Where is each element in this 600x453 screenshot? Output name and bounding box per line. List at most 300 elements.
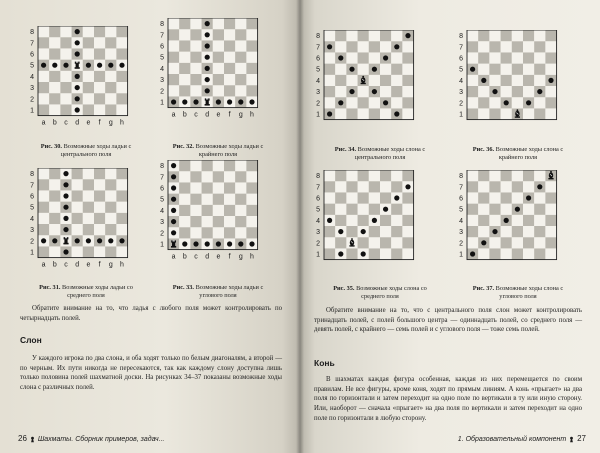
board-square (38, 48, 49, 59)
board-square (534, 97, 545, 108)
board-square (534, 248, 545, 259)
move-dot (383, 55, 388, 60)
move-dot (97, 63, 102, 68)
move-dot (75, 107, 80, 112)
rank-label: 2 (316, 240, 320, 248)
board-square (534, 64, 545, 75)
rank-label: 3 (459, 89, 463, 97)
move-dot (119, 238, 124, 243)
move-dot (327, 111, 332, 116)
board-square (83, 213, 94, 224)
board-square (369, 75, 380, 86)
board-square (489, 215, 500, 226)
figure-36-board (455, 30, 561, 134)
rank-label: 1 (459, 111, 463, 119)
board-square (534, 30, 545, 41)
board-square (545, 52, 556, 63)
move-dot (63, 227, 68, 232)
board-square (369, 237, 380, 248)
board-square (478, 181, 489, 192)
board-square (545, 181, 556, 192)
chessboard-svg (26, 26, 132, 130)
file-label: e (216, 253, 221, 261)
figure-34-number: Рис. 34. (334, 146, 357, 153)
board-square (190, 205, 201, 216)
file-label: e (216, 111, 221, 119)
board-square (179, 85, 190, 96)
board-square (346, 108, 357, 119)
board-square (190, 227, 201, 238)
rank-label: 8 (459, 173, 463, 181)
board-square (545, 41, 556, 52)
board-square (213, 227, 224, 238)
move-dot (41, 238, 46, 243)
board-square (235, 29, 246, 40)
file-label: d (205, 111, 210, 119)
rank-label: 4 (316, 77, 320, 85)
rank-label: 6 (459, 195, 463, 203)
rank-label: 1 (160, 99, 164, 107)
rank-label: 4 (459, 77, 463, 85)
board-square (489, 204, 500, 215)
board-square (235, 227, 246, 238)
rank-label: 5 (316, 66, 320, 74)
figure-32-text: Возможные ходы ладьи с крайнего поля (195, 143, 264, 158)
board-square (224, 171, 235, 182)
board-square (391, 170, 402, 181)
board-square (545, 86, 556, 97)
rank-label: 1 (316, 111, 320, 119)
board-square (94, 93, 105, 104)
board-square (83, 168, 94, 179)
board-square (116, 179, 127, 190)
board-square (346, 52, 357, 63)
move-dot (205, 32, 210, 37)
chessboard-svg (455, 30, 561, 134)
board-square (402, 237, 413, 248)
figure-33-caption (162, 284, 274, 300)
figure-33-number: Рис. 33. (172, 284, 195, 291)
board-square (179, 18, 190, 29)
board-square (545, 108, 556, 119)
board-square (224, 85, 235, 96)
board-square (380, 192, 391, 203)
rank-label: 7 (160, 32, 164, 40)
board-square (391, 75, 402, 86)
board-square (179, 63, 190, 74)
board-square (105, 93, 116, 104)
move-dot (361, 229, 366, 234)
board-square (202, 216, 213, 227)
board-square (402, 192, 413, 203)
board-square (324, 226, 335, 237)
board-square (83, 179, 94, 190)
board-square (512, 248, 523, 259)
board-square (478, 226, 489, 237)
board-square (235, 52, 246, 63)
move-dot (227, 241, 232, 246)
rank-label: 6 (316, 195, 320, 203)
board-square (72, 190, 83, 201)
board-square (190, 18, 201, 29)
board-square (512, 52, 523, 63)
board-square (402, 97, 413, 108)
board-square (501, 41, 512, 52)
board-square (246, 18, 257, 29)
move-dot (75, 51, 80, 56)
move-dot (481, 240, 486, 245)
rank-label: 7 (316, 184, 320, 192)
board-square (179, 171, 190, 182)
board-square (83, 246, 94, 257)
board-square (501, 192, 512, 203)
file-label: d (205, 253, 210, 261)
board-square (467, 226, 478, 237)
board-square (346, 215, 357, 226)
file-label: b (52, 119, 57, 127)
move-dot (63, 182, 68, 187)
board-square (49, 179, 60, 190)
board-square (545, 97, 556, 108)
board-square (346, 30, 357, 41)
board-square (213, 171, 224, 182)
board-square (391, 97, 402, 108)
board-square (358, 192, 369, 203)
board-square (246, 227, 257, 238)
board-square (202, 171, 213, 182)
board-square (38, 213, 49, 224)
board-square (190, 85, 201, 96)
board-square (94, 48, 105, 59)
board-square (545, 64, 556, 75)
board-square (190, 182, 201, 193)
board-square (478, 64, 489, 75)
figure-37-caption (462, 285, 574, 301)
move-dot (171, 230, 176, 235)
move-dot (515, 207, 520, 212)
board-square (168, 74, 179, 85)
board-square (224, 52, 235, 63)
board-square (202, 205, 213, 216)
move-dot (216, 241, 221, 246)
board-square (501, 170, 512, 181)
board-square (246, 63, 257, 74)
board-square (346, 181, 357, 192)
board-square (489, 97, 500, 108)
board-square (545, 248, 556, 259)
rank-label: 6 (316, 55, 320, 63)
board-square (179, 52, 190, 63)
move-dot (205, 43, 210, 48)
board-square (179, 216, 190, 227)
board-square (116, 82, 127, 93)
board-square (358, 181, 369, 192)
board-square (402, 52, 413, 63)
board-square (512, 75, 523, 86)
board-square (523, 41, 534, 52)
board-square (179, 205, 190, 216)
board-square (523, 181, 534, 192)
board-square (213, 160, 224, 171)
rank-label: 7 (459, 184, 463, 192)
figure-36-number: Рис. 36. (472, 146, 495, 153)
board-square (94, 246, 105, 257)
board-square (235, 205, 246, 216)
rank-label: 4 (160, 207, 164, 215)
rank-label: 3 (316, 229, 320, 237)
board-square (168, 18, 179, 29)
board-square (105, 168, 116, 179)
board-square (358, 204, 369, 215)
board-square (190, 160, 201, 171)
board-square (116, 202, 127, 213)
board-square (467, 170, 478, 181)
board-square (235, 160, 246, 171)
board-square (478, 30, 489, 41)
board-square (545, 237, 556, 248)
move-dot (182, 99, 187, 104)
board-square (224, 194, 235, 205)
board-square (501, 86, 512, 97)
board-square (49, 82, 60, 93)
file-label: d (75, 261, 80, 269)
board-square (324, 170, 335, 181)
rank-label: 1 (30, 249, 34, 257)
board-square (501, 30, 512, 41)
rank-label: 1 (160, 241, 164, 249)
board-square (213, 52, 224, 63)
board-square (534, 237, 545, 248)
board-square (358, 108, 369, 119)
move-dot (193, 241, 198, 246)
move-dot (249, 99, 254, 104)
board-square (489, 52, 500, 63)
rank-label: 3 (160, 219, 164, 227)
file-label: a (41, 119, 46, 127)
board-square (391, 215, 402, 226)
board-square (478, 215, 489, 226)
board-square (324, 52, 335, 63)
board-square (335, 108, 346, 119)
file-label: g (238, 111, 243, 119)
board-square (346, 248, 357, 259)
board-square (72, 202, 83, 213)
board-square (489, 248, 500, 259)
file-label: b (182, 111, 187, 119)
board-square (116, 37, 127, 48)
move-dot (52, 238, 57, 243)
board-square (346, 204, 357, 215)
file-label: f (228, 111, 231, 119)
board-square (246, 205, 257, 216)
left-paragraph-1: Обратите внимание на то, что ладья с любого поля может контролировать по четырнадцать полей. (20, 305, 282, 322)
figure-35-text: Возможные ходы слона со среднего поля (356, 285, 427, 300)
board-square (512, 30, 523, 41)
move-dot (119, 63, 124, 68)
rank-label: 8 (30, 29, 34, 37)
board-square (105, 71, 116, 82)
rank-label: 1 (30, 107, 34, 115)
board-square (60, 48, 71, 59)
move-dot (372, 67, 377, 72)
board-square (346, 170, 357, 181)
move-dot (361, 251, 366, 256)
board-square (49, 26, 60, 37)
board-square (380, 108, 391, 119)
board-square (60, 82, 71, 93)
board-square (369, 226, 380, 237)
move-dot (205, 77, 210, 82)
move-dot (492, 229, 497, 234)
board-square (116, 246, 127, 257)
left-footer-title: Шахматы. Сборник примеров, задач... (37, 436, 165, 443)
board-square (369, 41, 380, 52)
board-square (358, 97, 369, 108)
board-square (467, 52, 478, 63)
move-dot (171, 208, 176, 213)
board-square (72, 246, 83, 257)
board-square (369, 192, 380, 203)
board-square (213, 205, 224, 216)
move-dot (108, 63, 113, 68)
board-square (105, 224, 116, 235)
board-square (380, 170, 391, 181)
board-square (391, 86, 402, 97)
board-square (235, 63, 246, 74)
file-label: h (120, 261, 124, 269)
board-square (38, 202, 49, 213)
board-square (224, 182, 235, 193)
move-dot (526, 195, 531, 200)
rank-label: 6 (459, 55, 463, 63)
board-square (246, 216, 257, 227)
board-square (94, 71, 105, 82)
move-dot (227, 99, 232, 104)
file-label: f (228, 253, 231, 261)
board-square (116, 213, 127, 224)
rank-label: 2 (316, 100, 320, 108)
board-square (534, 215, 545, 226)
board-square (60, 71, 71, 82)
board-square (94, 168, 105, 179)
board-square (38, 104, 49, 115)
board-square (38, 71, 49, 82)
board-square (105, 26, 116, 37)
board-square (489, 181, 500, 192)
board-square (512, 237, 523, 248)
rank-label: 2 (30, 96, 34, 104)
rank-label: 8 (316, 173, 320, 181)
move-dot (216, 99, 221, 104)
board-square (116, 224, 127, 235)
board-square (94, 37, 105, 48)
board-square (116, 190, 127, 201)
board-square (83, 48, 94, 59)
rank-label: 8 (459, 33, 463, 41)
board-square (380, 30, 391, 41)
board-square (512, 41, 523, 52)
board-square (467, 181, 478, 192)
board-square (358, 86, 369, 97)
figure-34-text: Возможные ходы слона с центрального поля (354, 146, 426, 161)
figure-33-text: Возможные ходы ладьи с углового поля (195, 284, 264, 299)
move-dot (63, 216, 68, 221)
board-square (501, 226, 512, 237)
rank-label: 5 (459, 66, 463, 74)
board-square (501, 52, 512, 63)
board-square (335, 181, 346, 192)
board-square (523, 204, 534, 215)
board-square (534, 108, 545, 119)
board-square (49, 168, 60, 179)
board-square (202, 227, 213, 238)
board-square (523, 215, 534, 226)
board-square (523, 108, 534, 119)
board-square (324, 204, 335, 215)
move-dot (327, 44, 332, 49)
board-square (246, 40, 257, 51)
pawn-icon (568, 436, 575, 443)
board-square (179, 40, 190, 51)
rank-label: 5 (160, 54, 164, 62)
board-square (512, 181, 523, 192)
board-square (346, 41, 357, 52)
board-square (380, 64, 391, 75)
board-square (213, 74, 224, 85)
rank-label: 2 (160, 230, 164, 238)
board-square (49, 104, 60, 115)
board-square (190, 216, 201, 227)
board-square (190, 52, 201, 63)
file-label: e (86, 119, 91, 127)
board-square (380, 75, 391, 86)
board-square (105, 246, 116, 257)
board-square (235, 74, 246, 85)
right-paragraph-2: В шахматах каждая фигура особенная, каждая из них перемещается по своим правилам. Не все фигуры, кроме коня, ходят по прямым линиям. А конь «прыгает» на два поля по горизонтали и затем переходит на одно поле по вертикали в ту или иную сторону. Или, наоборот — сначала «прыгает» на два поля по вертикали и затем переходит на одно поле по горизонтали в любую сторону. (314, 376, 582, 422)
rank-label: 5 (459, 206, 463, 214)
board-square (116, 168, 127, 179)
board-square (478, 204, 489, 215)
move-dot (75, 238, 80, 243)
board-square (534, 192, 545, 203)
board-square (246, 85, 257, 96)
move-dot (470, 251, 475, 256)
board-square (105, 202, 116, 213)
board-square (168, 40, 179, 51)
board-square (105, 48, 116, 59)
board-square (235, 18, 246, 29)
rank-label: 6 (30, 193, 34, 201)
board-square (346, 226, 357, 237)
board-square (335, 41, 346, 52)
figure-36-text: Возможные ходы слона с крайнего поля (495, 146, 564, 161)
board-square (213, 18, 224, 29)
move-dot (63, 63, 68, 68)
rank-label: 3 (459, 229, 463, 237)
rank-label: 4 (160, 65, 164, 73)
board-square (190, 74, 201, 85)
board-square (534, 226, 545, 237)
figure-37-text: Возможные ходы слона с углового поля (495, 285, 564, 300)
move-dot (548, 78, 553, 83)
move-dot (205, 55, 210, 60)
board-square (60, 104, 71, 115)
board-square (501, 75, 512, 86)
file-label: h (250, 111, 254, 119)
move-dot (238, 241, 243, 246)
board-square (105, 190, 116, 201)
figure-35-number: Рис. 35. (333, 285, 355, 292)
